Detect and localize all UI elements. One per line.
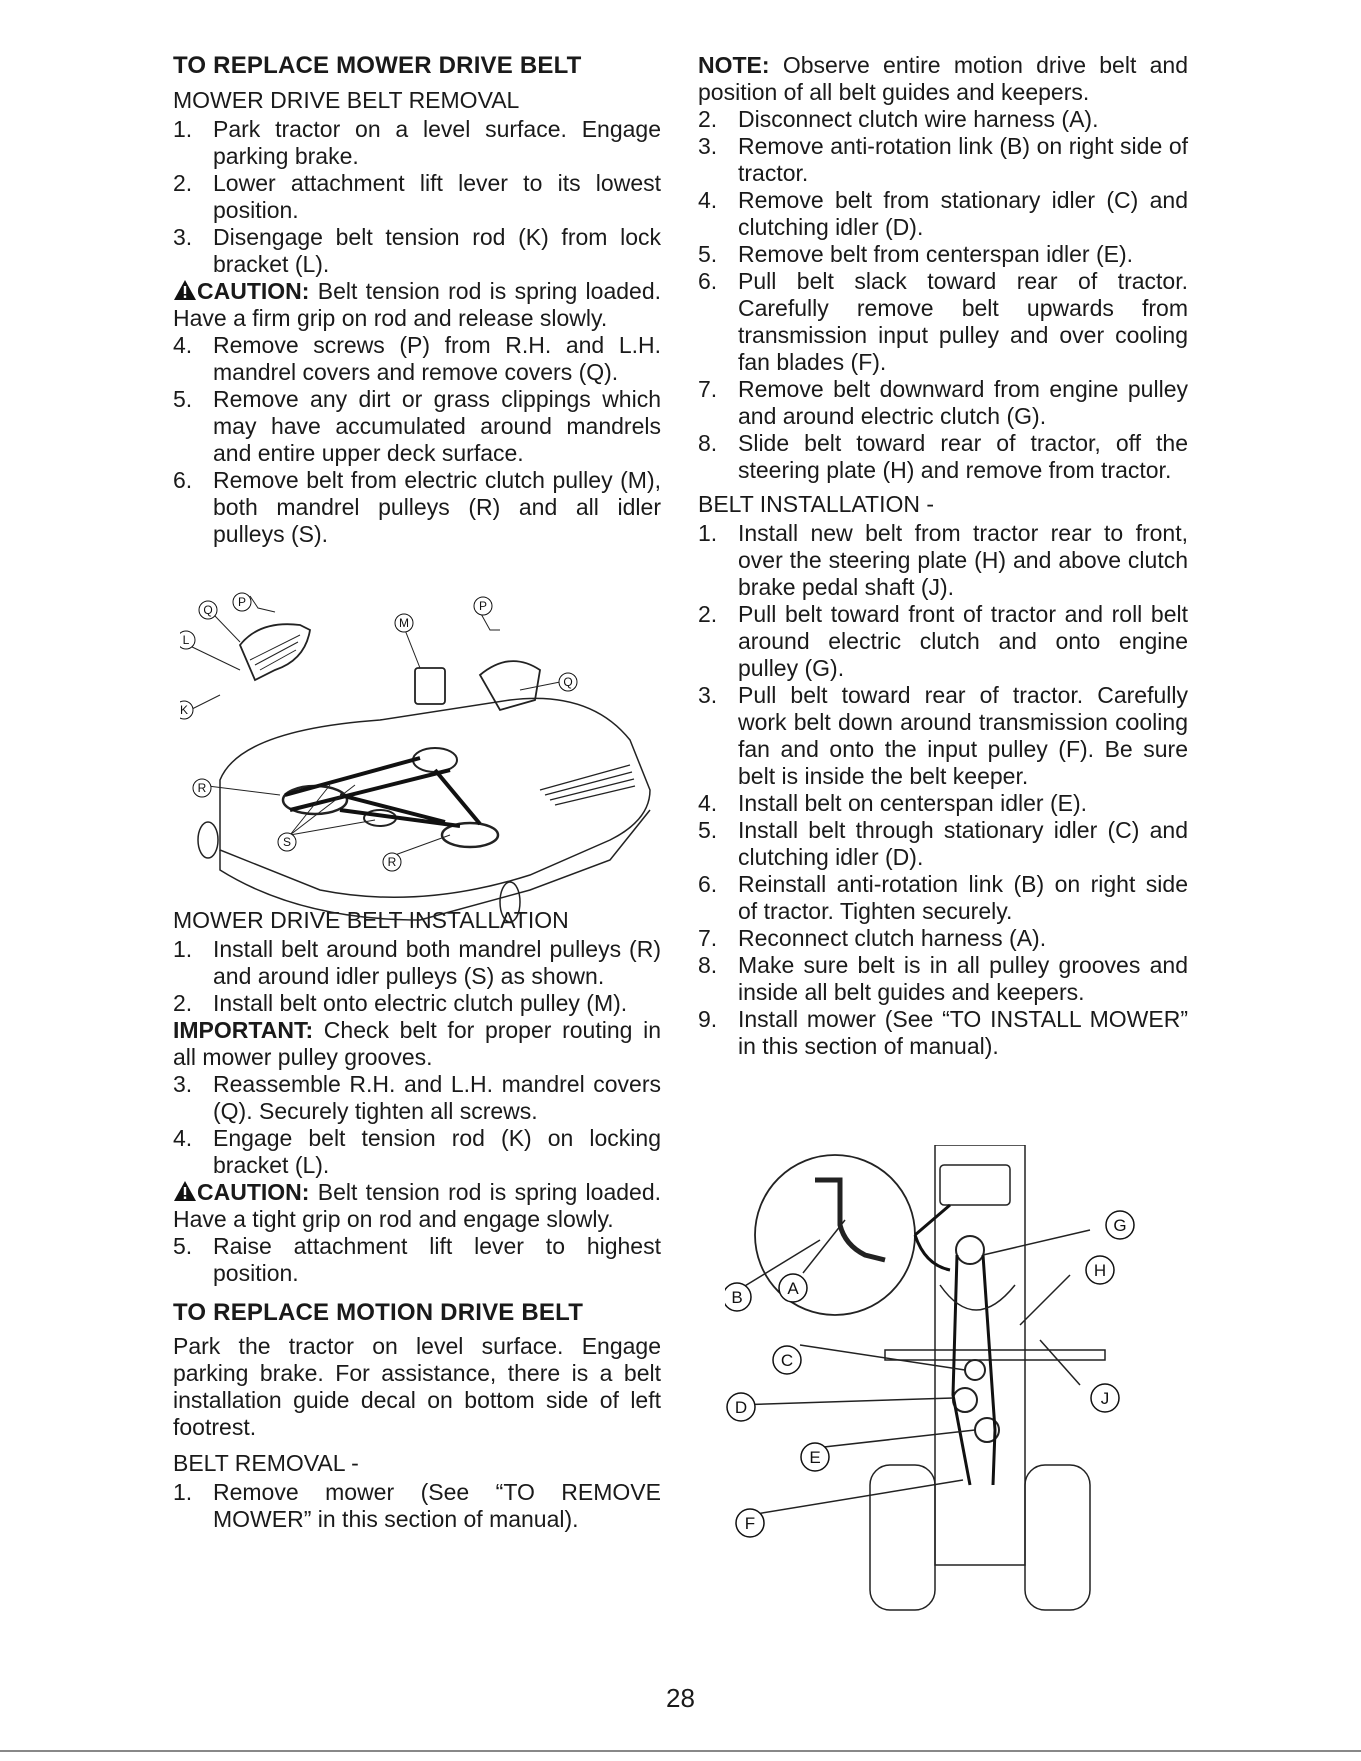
callout-r2: R (387, 855, 397, 869)
rear-wheel-right (1025, 1465, 1090, 1610)
callout-b: B (731, 1288, 743, 1307)
caution-text: Belt tension rod is spring loaded. Have a firm grip on rod and release slowly. (173, 278, 661, 331)
deck-wheel-right (500, 882, 520, 922)
list-item: 5. Install belt through stationary idler (C) and clutching idler (D). (698, 817, 1188, 870)
list-item: 3. Disengage belt tension rod (K) from lock bracket (L). (173, 224, 661, 277)
callout-r1: R (197, 781, 207, 795)
list-item: 3. Reassemble R.H. and L.H. mandrel covers (Q). Securely tighten all screws. (173, 1071, 661, 1124)
caution-note (173, 1179, 661, 1233)
callout-p2: P (478, 599, 488, 613)
mower-install-heading: MOWER DRIVE BELT INSTALLATION (173, 907, 569, 933)
engine-pulley (956, 1236, 984, 1264)
callout-q1: Q (203, 603, 213, 617)
list-item: 1. Install new belt from tractor rear to front, over the steering plate (H) and above clutch brake pedal shaft (J). (698, 520, 1188, 600)
belt-removal-steps (173, 1479, 661, 1533)
note-label: NOTE: (698, 52, 770, 78)
mower-belt-heading: TO REPLACE MOWER DRIVE BELT (173, 52, 582, 79)
mandrel-cover-left (240, 624, 310, 680)
important-note (173, 1017, 661, 1071)
list-item: 5. Remove belt from centerspan idler (E). (698, 241, 1133, 267)
list-item: 9. Install mower (See “TO INSTALL MOWER” in this section of manual). (698, 1006, 1188, 1059)
callout-q2: Q (563, 675, 573, 689)
caution-label: CAUTION: (197, 278, 310, 304)
callout-p1: P (237, 595, 247, 609)
list-item: 2. Disconnect clutch wire harness (A). (698, 106, 1099, 132)
list-item: 3. Remove anti-rotation link (B) on right side of tractor. (698, 133, 1188, 186)
list-item: 5. Raise attachment lift lever to highest position. (173, 1233, 661, 1286)
page-bottom-rule (0, 1750, 1361, 1752)
list-item: 4. Remove belt from stationary idler (C) and clutching idler (D). (698, 187, 1188, 240)
important-label: IMPORTANT: (173, 1017, 314, 1043)
mower-install-steps-continued (173, 1071, 661, 1179)
mower-removal-steps-continued (173, 332, 661, 548)
mower-install-steps-final (173, 1233, 661, 1287)
callout-g: G (1113, 1216, 1127, 1235)
caution-note (173, 278, 661, 332)
motion-removal-steps (698, 106, 1188, 484)
page-number: 28 (666, 1683, 695, 1713)
callout-m: M (399, 616, 409, 630)
motion-intro: Park the tractor on level surface. Engage parking brake. For assistance, there is a belt installation guide decal on bottom side of left footrest. (173, 1333, 661, 1440)
callout-j: J (1100, 1389, 1110, 1408)
callout-e: E (809, 1448, 821, 1467)
callout-f: F (744, 1514, 756, 1533)
list-item: 7. Reconnect clutch harness (A). (698, 925, 1047, 951)
mower-install-steps (173, 936, 661, 1017)
list-item: 2. Install belt onto electric clutch pulley (M). (173, 990, 628, 1016)
list-item: 2. Lower attachment lift lever to its lowest position. (173, 170, 661, 223)
callout-k: K (180, 703, 189, 717)
list-item: 4. Engage belt tension rod (K) on locking bracket (L). (173, 1125, 661, 1178)
mower-removal-heading: MOWER DRIVE BELT REMOVAL (173, 87, 520, 113)
steering-plate (940, 1285, 1015, 1310)
list-item: 3. Pull belt toward rear of tractor. Carefully work belt down around transmission cooling fan and onto the input pulley (F). Be sure belt is inside the belt keeper. (698, 682, 1188, 789)
motion-install-steps (698, 520, 1188, 1060)
motion-belt-heading: TO REPLACE MOTION DRIVE BELT (173, 1299, 584, 1326)
callout-a: A (787, 1279, 799, 1298)
mower-removal-steps (173, 116, 661, 278)
callout-s: S (282, 835, 292, 849)
list-item: 1. Remove mower (See “TO REMOVE MOWER” in this section of manual). (173, 1479, 661, 1532)
list-item: 4. Install belt on centerspan idler (E). (698, 790, 1088, 816)
belt-removal-heading: BELT REMOVAL - (173, 1450, 359, 1476)
callout-c: C (780, 1351, 794, 1370)
list-item: 8. Slide belt toward rear of tractor, off the steering plate (H) and remove from tractor. (698, 430, 1188, 483)
list-item: 1. Install belt around both mandrel pulleys (R) and around idler pulleys (S) as shown. (173, 936, 661, 989)
note-text: Observe entire motion drive belt and position of all belt guides and keepers. (698, 52, 1188, 105)
list-item: 6. Reinstall anti-rotation link (B) on right side of tractor. Tighten securely. (698, 871, 1188, 924)
mower-deck-figure (180, 590, 660, 940)
warning-icon (173, 1180, 197, 1202)
stationary-idler (965, 1360, 985, 1380)
motion-belt (953, 1255, 995, 1485)
list-item: 4. Remove screws (P) from R.H. and L.H. mandrel covers and remove covers (Q). (173, 332, 661, 385)
caution-label: CAUTION: (197, 1179, 310, 1205)
list-item: 5. Remove any dirt or grass clippings which may have accumulated around mandrels and entire upper deck surface. (173, 386, 661, 466)
list-item: 6. Pull belt slack toward rear of tractor. Carefully remove belt upwards from transmission input pulley and over cooling fan blades (F). (698, 268, 1188, 375)
deck-wheel-left (198, 822, 218, 858)
callout-l: L (182, 633, 190, 647)
list-item: 7. Remove belt downward from engine pulley and around electric clutch (G). (698, 376, 1188, 429)
list-item: 8. Make sure belt is in all pulley grooves and inside all belt guides and keepers. (698, 952, 1188, 1005)
important-text: Check belt for proper routing in all mower pulley grooves. (173, 1017, 661, 1070)
list-item: 6. Remove belt from electric clutch pulley (M), both mandrel pulleys (R) and all idler pulleys (S). (173, 467, 661, 547)
caution-text: Belt tension rod is spring loaded. Have a tight grip on rod and engage slowly. (173, 1179, 661, 1232)
warning-icon (173, 279, 197, 301)
callout-h: H (1093, 1261, 1107, 1280)
right-column (698, 52, 1188, 1060)
callout-d: D (734, 1398, 748, 1417)
list-item: 2. Pull belt toward front of tractor and roll belt around electric clutch and onto engine pulley (G). (698, 601, 1188, 681)
belt-install-heading: BELT INSTALLATION - (698, 491, 935, 517)
motion-belt-figure (725, 1145, 1145, 1615)
list-item: 1. Park tractor on a level surface. Engage parking brake. (173, 116, 661, 169)
note (698, 52, 1188, 106)
